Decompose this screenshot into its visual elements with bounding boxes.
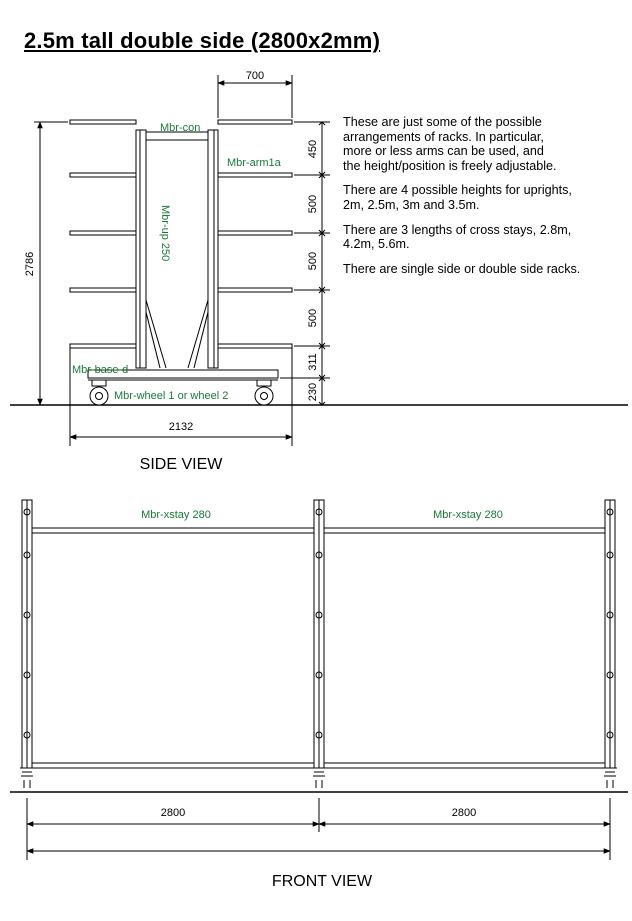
dim-spacing-3: 500 — [307, 251, 319, 271]
dim-spacing-2: 500 — [307, 194, 319, 214]
front-upright-middle — [314, 500, 324, 768]
dim-arm-length: 700 — [245, 70, 265, 82]
page-title: 2.5m tall double side (2800x2mm) — [24, 28, 381, 53]
dim-total-height: 2786 — [24, 251, 36, 277]
note-cross-stays: There are 3 lengths of cross stays, 2.8m, 4.2m, 5.6m. — [343, 222, 572, 252]
upright-left — [136, 130, 146, 368]
wheel-left — [90, 380, 108, 405]
spacing-chain — [280, 122, 330, 405]
note-arrangements: These are just some of the possible arrangements of racks. In particular, more or less arms can be used, and the height/position is freely adjustable. — [343, 115, 557, 173]
label-con: Mbr-con — [160, 122, 201, 134]
note-heights: There are 4 possible heights for uprights, 2m, 2.5m, 3m and 3.5m. — [343, 183, 572, 212]
side-view-caption: SIDE VIEW — [139, 456, 223, 473]
label-xstay-right: Mbr-xstay 280 — [433, 509, 503, 521]
dim-spacing-4: 500 — [307, 308, 319, 328]
dim-spacing-6: 230 — [307, 382, 319, 402]
front-upright-left — [22, 500, 32, 768]
label-xstay-left: Mbr-xstay 280 — [141, 509, 211, 521]
dim-spacing-1: 450 — [307, 139, 319, 159]
brace-right — [188, 300, 208, 368]
dim-spacing-5: 311 — [307, 353, 319, 371]
brace-left — [146, 300, 166, 368]
front-upright-right — [605, 500, 615, 768]
label-base: Mbr-base-d — [72, 364, 129, 376]
label-upright: Mbr-up 250 — [159, 205, 171, 262]
front-view-caption: FRONT VIEW — [271, 873, 373, 890]
note-sides: There are single side or double side racks. — [343, 261, 581, 276]
label-arm: Mbr-arm1a — [227, 157, 281, 169]
upright-right — [208, 130, 218, 368]
arms-right — [218, 120, 292, 348]
dim-bay-left: 2800 — [160, 807, 186, 819]
dim-base-width: 2132 — [168, 421, 194, 433]
arms-left — [70, 120, 136, 348]
wheel-right — [255, 380, 273, 405]
label-wheel: Mbr-wheel 1 or wheel 2 — [114, 390, 229, 402]
side-view — [10, 75, 628, 446]
dim-bay-right: 2800 — [451, 807, 477, 819]
front-view — [10, 500, 628, 860]
